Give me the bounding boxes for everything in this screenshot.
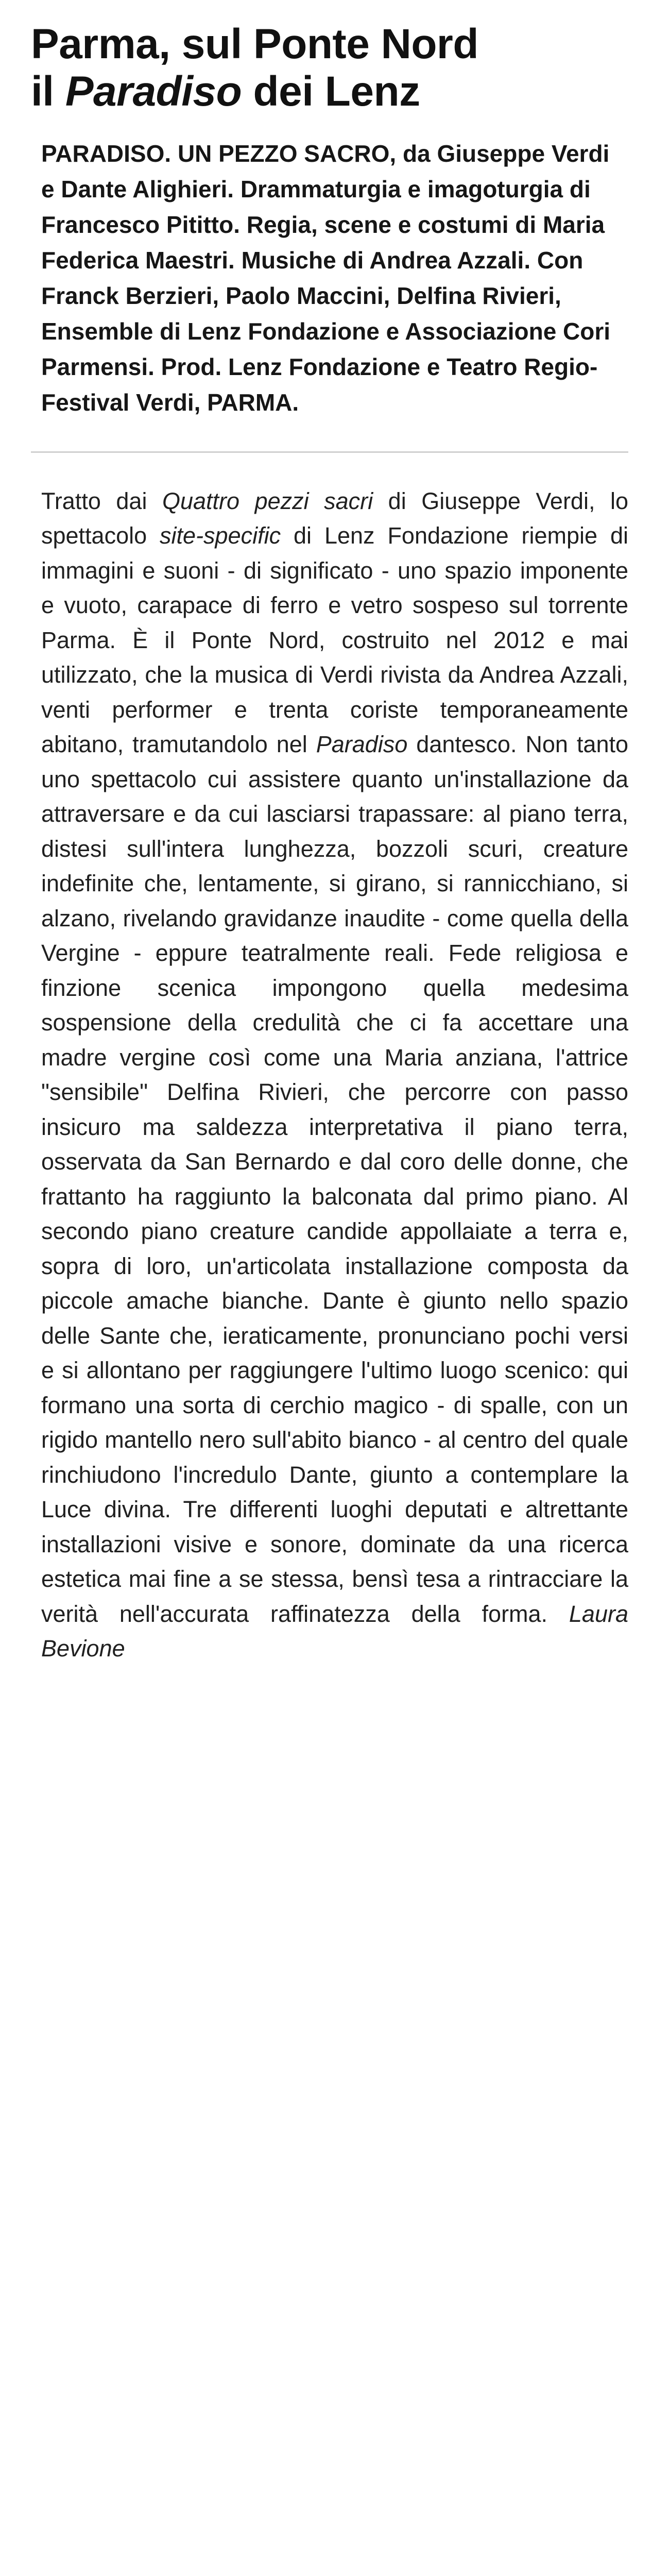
body-italic-3: Paradiso xyxy=(316,731,408,758)
body-italic-2: site-specific xyxy=(160,522,281,549)
article xyxy=(31,21,628,1666)
review-body xyxy=(41,484,628,1666)
body-text-1: Tratto dai xyxy=(41,487,162,514)
body-italic-1: Quattro pezzi sacri xyxy=(162,487,373,514)
headline-line-1: Parma, sul Ponte Nord xyxy=(31,21,478,67)
headline-line-2-italic: Paradiso xyxy=(65,67,242,115)
body-text-2: di Giuseppe Verdi, lo spettacolo xyxy=(41,487,629,549)
credits-details: , da Giuseppe Verdi e Dante Alighieri. Drammaturgia e imagoturgia di Francesco Pititto. Regia, scene e costumi di Maria Federica Maestri. Musiche di Andrea Azzali. Con Franck Berzieri, Paolo Maccini, Delfina Rivieri, Ensemble di Lenz Fondazione e Associazione Cori Parmensi. Prod. Lenz Fondazione e Teatro Regio-Festival Verdi, PARMA. xyxy=(41,140,611,416)
headline-line-2-suffix: dei Lenz xyxy=(242,67,420,115)
production-credits xyxy=(41,136,628,420)
headline-line-2-prefix: il xyxy=(31,67,65,115)
headline xyxy=(31,21,628,115)
body-text-4: dantesco. Non tanto uno spettacolo cui assistere quanto un'installazione da attraversare e da cui lasciarsi trapassare: al piano terra, distesi sull'intera lunghezza, bozzoli scuri, creature indefinite che, lentamente, si girano, si rannicchiano, si alzano, rivelando gravidanze inaudite - come quella della Vergine - eppure teatralmente reali. Fede religiosa e finzione scenica impongono quella medesima sospensione della credulità che ci fa accettare una madre vergine così come una Maria anziana, l'attrice "sensibile" Delfina Rivieri, che percorre con passo insicuro ma saldezza interpretativa il piano terra, osservata da San Bernardo e dal coro delle donne, che frattanto ha raggiunto la balconata dal primo piano. Al secondo piano creature candide appollaiate a terra e, sopra di loro, un'articolata installazione composta da piccole amache bianche. Dante è giunto nello spazio delle Sante che, ieraticamente, pronunciano pochi versi e si allontano per raggiungere l'ultimo luogo scenico: qui formano una sorta di cerchio magico - di spalle, con un rigido mantello nero sull'abito bianco - al centro del quale rinchiudono l'incredulo Dante, giunto a contemplare la Luce divina. Tre differenti luoghi deputati e altrettante installazioni visive e sonore, dominate da una ricerca estetica mai fine a se stessa, bensì tesa a rintracciare la verità nell'accurata raffinatezza della forma. xyxy=(41,731,628,1627)
show-title: PARADISO. UN PEZZO SACRO xyxy=(41,140,390,167)
author-signature: Laura Bevione xyxy=(41,1600,628,1662)
body-text-3: di Lenz Fondazione riempie di immagini e suoni - di significato - uno spazio imponente e vuoto, carapace di ferro e vetro sospeso sul torrente Parma. È il Ponte Nord, costruito nel 2012 e mai utilizzato, che la musica di Verdi rivista da Andrea Azzali, venti performer e trenta coriste temporaneamente abitano, tramutandolo nel xyxy=(41,522,628,758)
section-divider xyxy=(31,451,628,453)
